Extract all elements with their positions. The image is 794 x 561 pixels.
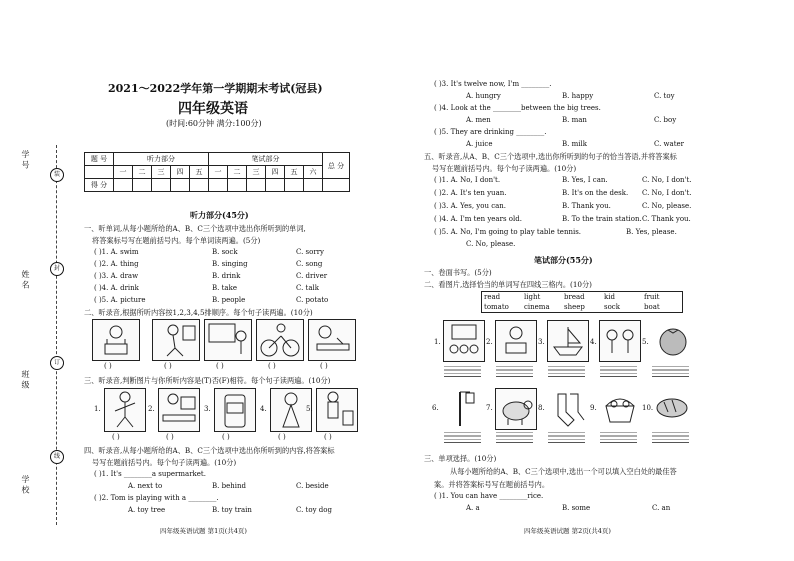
q3-answer-blank[interactable]: ( ) <box>324 433 332 441</box>
w2-number: 6. <box>432 404 439 412</box>
w3-question: ( )1. You can have ________rice. <box>434 492 544 500</box>
q2-picture-teacher-board <box>204 319 252 361</box>
q4-option: A. hungry <box>466 92 501 100</box>
w2-number: 1. <box>434 338 441 346</box>
q4-option: C. water <box>654 140 685 148</box>
q3-picture-man-chair <box>316 388 358 432</box>
q2-answer-blank[interactable]: ( ) <box>164 362 172 370</box>
q5-option: ( )4. A. I'm ten years old. <box>434 215 522 223</box>
q1-option: C. driver <box>296 272 328 280</box>
w2-picture-cinema <box>443 320 485 362</box>
score-col: 四 <box>171 166 190 179</box>
q4-question: ( )1. It's ________a supermarket. <box>94 470 206 478</box>
q3-answer-blank[interactable]: ( ) <box>112 433 120 441</box>
score-cell[interactable] <box>209 179 228 192</box>
score-cell[interactable] <box>171 179 190 192</box>
q2-picture-bike <box>256 319 304 361</box>
subject-title: 四年级英语 <box>178 101 248 117</box>
binding-circle: 订 <box>50 356 64 370</box>
score-header: 笔试部分 <box>209 153 323 166</box>
word-bank-item: sock <box>604 303 620 311</box>
q2-picture-writing <box>308 319 356 361</box>
q4-question: ( )3. It's twelve now, I'm ________. <box>434 80 552 88</box>
q5-option: ( )3. A. Yes, you can. <box>434 202 507 210</box>
score-header: 总 分 <box>323 153 350 179</box>
q2-answer-blank[interactable]: ( ) <box>268 362 276 370</box>
score-cell[interactable] <box>285 179 304 192</box>
word-bank-item: fruit <box>644 293 660 301</box>
w2-number: 7. <box>486 404 493 412</box>
w2-writing-lines[interactable] <box>652 364 689 378</box>
w2-writing-lines[interactable] <box>652 430 689 444</box>
q1-option: B. drink <box>212 272 241 280</box>
q4-option: B. man <box>562 116 587 124</box>
q3-answer-blank[interactable]: ( ) <box>222 433 230 441</box>
score-header: 题 号 <box>85 153 114 166</box>
w2-picture-kids <box>599 320 641 362</box>
q2-answer-blank[interactable]: ( ) <box>216 362 224 370</box>
q5-option: C. No, please. <box>466 240 516 248</box>
q4-question: ( )2. Tom is playing with a ________. <box>94 494 219 502</box>
q3-number: 1. <box>94 405 101 413</box>
name-label: 姓 名 <box>21 270 30 289</box>
word-bank-item: sheep <box>564 303 585 311</box>
q3-number: 3. <box>204 405 211 413</box>
score-col: 一 <box>114 166 133 179</box>
q2-answer-blank[interactable]: ( ) <box>104 362 112 370</box>
word-bank-item: light <box>524 293 541 301</box>
q4-option: B. happy <box>562 92 594 100</box>
q4-instruction: 四、听录音,从每小题所给的A、B、C三个选项中选出你所听到的内容,将答案标 <box>84 446 335 455</box>
binding-line <box>56 145 57 525</box>
q1-option: B. take <box>212 284 237 292</box>
w3-option: C. an <box>652 504 671 512</box>
w2-writing-lines[interactable] <box>548 430 585 444</box>
w3-intro2: 案。并将答案标号写在题前括号内。 <box>434 480 550 489</box>
written-title: 笔试部分(55分) <box>534 255 593 265</box>
score-cell[interactable] <box>247 179 266 192</box>
score-col: 二 <box>133 166 152 179</box>
score-col: 一 <box>209 166 228 179</box>
q5-option: ( )5. A. No, I'm going to play table tennis. <box>434 228 582 236</box>
q3-answer-blank[interactable]: ( ) <box>166 433 174 441</box>
q3-number: 5. <box>306 405 313 413</box>
w2-picture-sheep <box>495 388 537 430</box>
q1-option: ( )3. A. draw <box>94 272 139 280</box>
q3-picture-boy-computer <box>158 388 200 432</box>
q1-instruction2: 将答案标号写在题前括号内。每个单词读两遍。(5分) <box>92 236 261 245</box>
score-col: 四 <box>266 166 285 179</box>
q4-option: B. behind <box>212 482 246 490</box>
word-bank-item: tomato <box>484 303 509 311</box>
q4-option: A. toy tree <box>128 506 166 514</box>
score-cell <box>85 166 114 179</box>
q3-number: 2. <box>148 405 155 413</box>
q4-option: A. men <box>466 116 491 124</box>
q5-option: C. Thank you. <box>642 215 691 223</box>
light-icon <box>446 388 482 430</box>
q1-option: ( )4. A. drink <box>94 284 139 292</box>
word-bank-item: kid <box>604 293 615 301</box>
word-bank-item: cinema <box>524 303 550 311</box>
score-col: 三 <box>152 166 171 179</box>
w2-writing-lines[interactable] <box>444 430 481 444</box>
sock-icon <box>550 390 586 430</box>
q1-option: ( )2. A. thing <box>94 260 139 268</box>
q3-answer-blank[interactable]: ( ) <box>278 433 286 441</box>
word-bank-item: read <box>484 293 501 301</box>
q4-option: C. toy dog <box>296 506 332 514</box>
q4-option: C. beside <box>296 482 329 490</box>
tomato-icon <box>656 322 690 360</box>
binding-circle: 装 <box>50 168 64 182</box>
q1-option: B. singing <box>212 260 248 268</box>
score-row-label: 得 分 <box>85 179 114 192</box>
w2-number: 8. <box>538 404 545 412</box>
q5-option: C. No, I don't. <box>642 189 692 197</box>
score-cell[interactable] <box>152 179 171 192</box>
bread-icon <box>654 392 690 424</box>
listening-title: 听力部分(45分) <box>190 210 249 220</box>
fruit-basket-icon <box>602 388 638 430</box>
class-label: 班 级 <box>21 370 30 389</box>
q4-question: ( )5. They are drinking ________. <box>434 128 547 136</box>
q2-instruction: 二、听录音,根据所听内容按1,2,3,4,5排顺序。每个句子读两遍。(10分) <box>84 308 313 317</box>
w2-number: 9. <box>590 404 597 412</box>
time-info: (时间:60分钟 满分:100分) <box>166 119 262 128</box>
w3-option: B. some <box>562 504 591 512</box>
w2-picture-boat <box>547 320 589 362</box>
q5-option: B. Yes, please. <box>626 228 677 236</box>
score-col: 六 <box>304 166 323 179</box>
q4-question: ( )4. Look at the ________between the big trees. <box>434 104 601 112</box>
score-col: 五 <box>190 166 209 179</box>
q1-option: C. sorry <box>296 248 325 256</box>
q1-option: B. sock <box>212 248 238 256</box>
q5-option: ( )1. A. No, I don't. <box>434 176 501 184</box>
q5-option: ( )2. A. It's ten yuan. <box>434 189 507 197</box>
score-cell[interactable] <box>114 179 133 192</box>
q5-option: B. To the train station. <box>562 215 642 223</box>
q5-option: C. No, please. <box>642 202 692 210</box>
q2-picture-girl-cake <box>92 319 140 361</box>
score-table <box>84 152 350 192</box>
student-id-label: 学 号 <box>21 150 30 169</box>
binding-circle: 封 <box>50 262 64 276</box>
score-col: 二 <box>228 166 247 179</box>
q4-option: B. milk <box>562 140 587 148</box>
word-bank-item: boat <box>644 303 660 311</box>
w2-number: 5. <box>642 338 649 346</box>
q4-option: C. boy <box>654 116 677 124</box>
q2-answer-blank[interactable]: ( ) <box>320 362 328 370</box>
w2-number: 10. <box>642 404 654 412</box>
score-cell[interactable] <box>304 179 323 192</box>
word-bank-item: bread <box>564 293 585 301</box>
w2-writing-lines[interactable] <box>600 430 637 444</box>
score-cell[interactable] <box>133 179 152 192</box>
q5-option: B. Thank you. <box>562 202 611 210</box>
q5-option: B. It's on the desk. <box>562 189 629 197</box>
q5-instruction: 五、听录音,从A、B、C三个选项中,选出你所听到的句子的恰当答语,并将答案标 <box>424 152 677 161</box>
w2-writing-lines[interactable] <box>600 364 637 378</box>
exam-title: 2021～2022学年第一学期期末考试(冠县) <box>108 82 323 95</box>
binding-circle: 线 <box>50 450 64 464</box>
score-cell[interactable] <box>190 179 209 192</box>
score-col: 三 <box>247 166 266 179</box>
w3-intro: 从每小题所给的A、B、C三个选项中,选出一个可以填入空白处的最佳答 <box>450 467 677 476</box>
binding-strip <box>0 0 78 561</box>
w2-number: 3. <box>538 338 545 346</box>
score-cell[interactable] <box>323 179 350 192</box>
w2-number: 4. <box>590 338 597 346</box>
school-label: 学 校 <box>21 475 30 494</box>
q1-option: B. people <box>212 296 246 304</box>
score-header: 听力部分 <box>114 153 209 166</box>
q4-instruction2: 号写在题前括号内。每个句子读两遍。(10分) <box>92 458 237 467</box>
w2-writing-lines[interactable] <box>548 364 585 378</box>
w3-option: A. a <box>466 504 480 512</box>
q3-picture-runner <box>104 388 146 432</box>
q4-option: A. next to <box>128 482 163 490</box>
w2-writing-lines[interactable] <box>496 364 533 378</box>
q5-option: B. Yes, I can. <box>562 176 608 184</box>
q1-instruction: 一、听单词,从每小题所给的A、B、C三个选项中选出你所听到的单词, <box>84 224 306 233</box>
score-col: 五 <box>285 166 304 179</box>
q1-option: C. talk <box>296 284 320 292</box>
word-bank <box>481 291 683 313</box>
q1-option: C. song <box>296 260 323 268</box>
page-footer-left: 四年级英语试题 第1页(共4页) <box>160 527 247 535</box>
w2-number: 2. <box>486 338 493 346</box>
q5-instruction2: 号写在题前括号内。每个句子读两遍。(10分) <box>432 164 577 173</box>
w3-instruction: 三、单项选择。(10分) <box>424 454 497 463</box>
w2-picture-read <box>495 320 537 362</box>
w1-instruction: 一、卷面书写。(5分) <box>424 268 492 277</box>
score-cell[interactable] <box>266 179 285 192</box>
w2-writing-lines[interactable] <box>496 430 533 444</box>
page-footer-right: 四年级英语试题 第2页(共4页) <box>524 527 611 535</box>
q1-option: C. potato <box>296 296 329 304</box>
q4-option: B. toy train <box>212 506 252 514</box>
q3-number: 4. <box>260 405 267 413</box>
q3-instruction: 三、听录音,判断图片与你所听内容是(T)否(F)相符。每个句子读两遍。(10分) <box>84 376 331 385</box>
q1-option: ( )1. A. swim <box>94 248 139 256</box>
w2-instruction: 二、看图片,选择恰当的单词写在四线三格内。(10分) <box>424 280 592 289</box>
w2-writing-lines[interactable] <box>444 364 481 378</box>
score-cell[interactable] <box>228 179 247 192</box>
q2-picture-boy-running <box>152 319 200 361</box>
q4-option: C. toy <box>654 92 675 100</box>
q3-picture-jar <box>214 388 256 432</box>
q1-option: ( )5. A. picture <box>94 296 146 304</box>
q4-option: A. juice <box>466 140 493 148</box>
q5-option: C. No, I don't. <box>642 176 692 184</box>
